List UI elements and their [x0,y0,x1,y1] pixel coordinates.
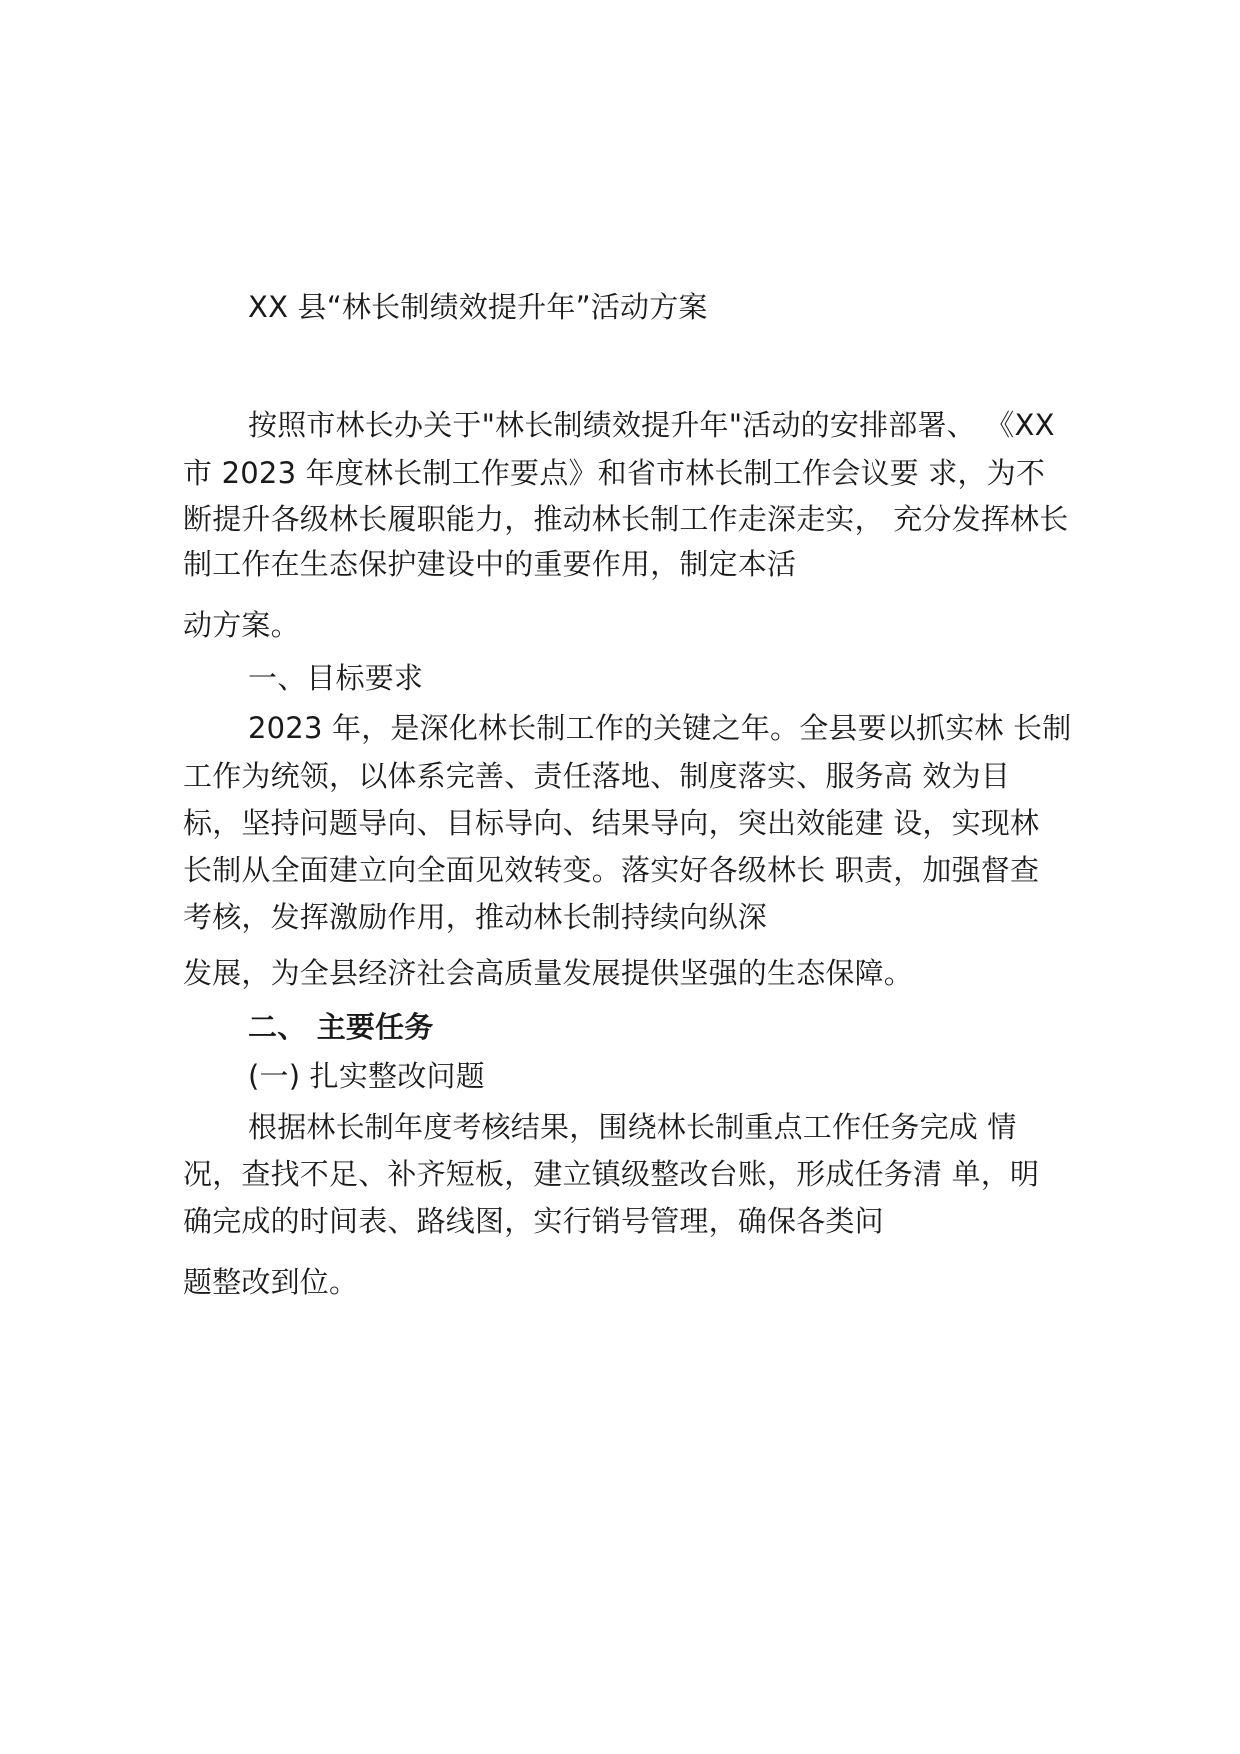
intro-line: 断提升各级林长履职能力，推动林长制工作走深走实， 充分发挥林长 [183,502,1069,536]
section1-line: 工作为统领，以体系完善、责任落地、制度落实、服务高 效为目 [183,759,1011,793]
section2-line: 况，查找不足、补齐短板，建立镇级整改台账，形成任务清 单，明 [183,1157,1040,1191]
section1-heading: 一、目标要求 [248,661,424,695]
intro-line: 市 2023 年度林长制工作要点》和省市林长制工作会议要 求，为不 [183,456,1046,490]
section1-line: 2023 年，是深化林长制工作的关键之年。全县要以抓实林 长制 [248,711,1072,745]
section2-line: 根据林长制年度考核结果，围绕林长制重点工作任务完成 情 [248,1110,1017,1144]
intro-line: 动方案。 [183,608,300,642]
section2-subheading: (一) 扎实整改问题 [248,1059,485,1093]
section2-line: 确完成的时间表、路线图，实行销号管理，确保各类问 [183,1204,884,1238]
document-title: XX 县“林长制绩效提升年”活动方案 [248,290,708,324]
intro-line: 制工作在生态保护建设中的重要作用，制定本活 [183,547,797,581]
section2-heading: 二、 主要任务 [248,1010,434,1044]
section1-line: 考核，发挥激励作用，推动林长制持续向纵深 [183,900,768,934]
section1-line: 长制从全面建立向全面见效转变。落实好各级林长 职责，加强督查 [183,853,1040,887]
section2-line: 题整改到位。 [183,1265,359,1299]
section1-line: 标，坚持问题导向、目标导向、结果导向，突出效能建 设，实现林 [183,806,1040,840]
intro-line: 按照市林长办关于"林长制绩效提升年"活动的安排部署、 《XX [248,408,1055,442]
section1-line: 发展，为全县经济社会高质量发展提供坚强的生态保障。 [183,956,914,990]
